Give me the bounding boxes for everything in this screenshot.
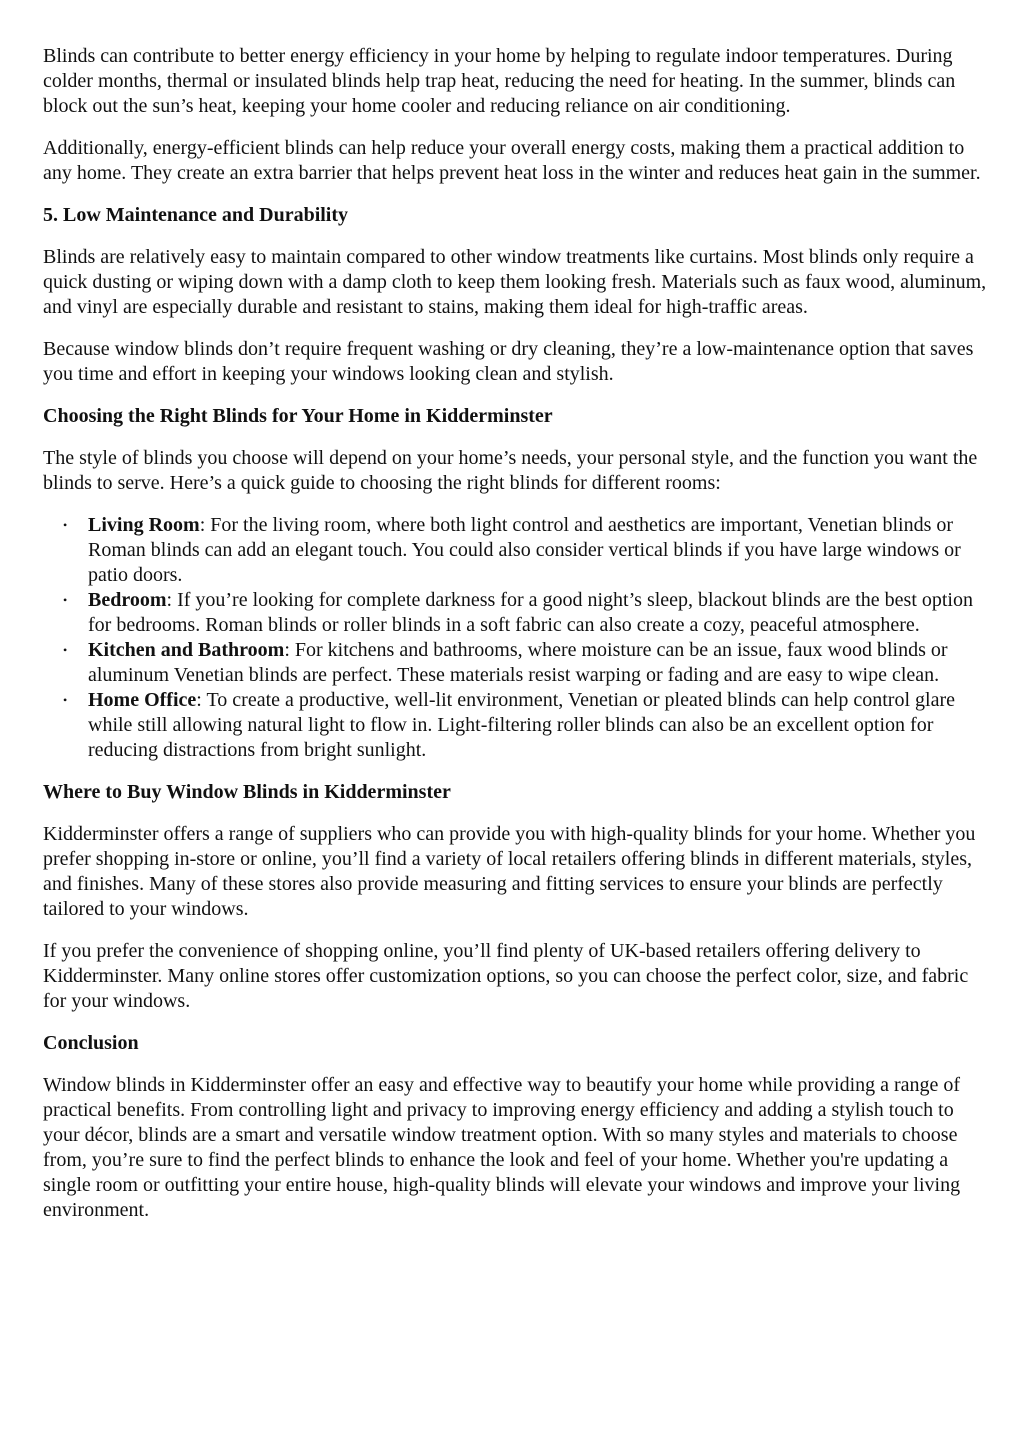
- list-item-bedroom: [63, 588, 988, 638]
- paragraph-maintenance: Blinds are relatively easy to maintain compared to other window treatments like curtains. Most blinds only require a quick dusting or wiping down with a damp cloth to keep them looking fresh. Materials such as faux wood, aluminum, and vinyl are especially durable and resistant to stains, making them ideal for high-traffic areas.: [43, 246, 987, 318]
- list-item-text: : For kitchens and bathrooms, where moisture can be an issue, faux wood blinds or aluminum Venetian blinds are perfect. These materials resist warping or fading and are easy to wipe clean.: [88, 639, 948, 686]
- paragraph-local-suppliers: Kidderminster offers a range of suppliers who can provide you with high-quality blinds for your home. Whether you prefer shopping in-store or online, you’ll find a variety of local retailers offering blinds in different materials, styles, and finishes. Many of these stores also provide measuring and fitting services to ensure your blinds are perfectly tailored to your windows.: [43, 823, 976, 920]
- bullet-icon: •: [63, 693, 68, 707]
- paragraph-online-shopping: If you prefer the convenience of shopping online, you’ll find plenty of UK-based retailers offering delivery to Kidderminster. Many online stores offer customization options, so you can choose the perfect color, size, and fabric for your windows.: [43, 940, 969, 1012]
- list-item-term: Kitchen and Bathroom: [88, 639, 285, 661]
- list-item-term: Bedroom: [88, 589, 167, 611]
- document-page: [43, 44, 988, 1240]
- paragraph-low-maintenance-option: Because window blinds don’t require frequent washing or dry cleaning, they’re a low-maintenance option that saves you time and effort in keeping your windows looking clean and stylish.: [43, 338, 974, 385]
- list-item-kitchen-bathroom: [63, 638, 988, 688]
- heading-conclusion: Conclusion: [43, 1032, 139, 1054]
- list-item-term: Living Room: [88, 514, 200, 536]
- list-item-home-office: [63, 688, 988, 763]
- bullet-icon: •: [63, 593, 68, 607]
- heading-low-maintenance: 5. Low Maintenance and Durability: [43, 204, 349, 226]
- paragraph-conclusion: Window blinds in Kidderminster offer an easy and effective way to beautify your home while providing a range of practical benefits. From controlling light and privacy to improving energy efficiency and adding a stylish touch to your décor, blinds are a smart and versatile window treatment option. With so many styles and materials to choose from, you’re sure to find the perfect blinds to enhance the look and feel of your home. Whether you're updating a single room or outfitting your entire house, high-quality blinds will elevate your windows and improve your living environment.: [43, 1074, 961, 1221]
- heading-choosing-blinds: Choosing the Right Blinds for Your Home in Kidderminster: [43, 405, 553, 427]
- list-item-term: Home Office: [88, 689, 197, 711]
- list-item-living-room: [63, 513, 988, 588]
- room-guide-list: [43, 513, 988, 763]
- paragraph-choosing-intro: The style of blinds you choose will depend on your home’s needs, your personal style, and the function you want the blinds to serve. Here’s a quick guide to choosing the right blinds for different rooms:: [43, 447, 978, 494]
- paragraph-energy-costs: Additionally, energy-efficient blinds can help reduce your overall energy costs, making them a practical addition to any home. They create an extra barrier that helps prevent heat loss in the winter and reduces heat gain in the summer.: [43, 137, 981, 184]
- list-item-text: : If you’re looking for complete darkness for a good night’s sleep, blackout blinds are the best option for bedrooms. Roman blinds or roller blinds in a soft fabric can also create a cozy, peaceful atmosphere.: [88, 589, 973, 636]
- list-item-text: : For the living room, where both light control and aesthetics are important, Venetian blinds or Roman blinds can add an elegant touch. You could also consider vertical blinds if you have large windows or patio doors.: [88, 514, 961, 586]
- paragraph-energy-efficiency: Blinds can contribute to better energy efficiency in your home by helping to regulate indoor temperatures. During colder months, thermal or insulated blinds help trap heat, reducing the need for heating. In the summer, blinds can block out the sun’s heat, keeping your home cooler and reducing reliance on air conditioning.: [43, 45, 956, 117]
- bullet-icon: •: [63, 518, 68, 532]
- heading-where-to-buy: Where to Buy Window Blinds in Kidderminster: [43, 781, 451, 803]
- list-item-text: : To create a productive, well-lit environment, Venetian or pleated blinds can help control glare while still allowing natural light to flow in. Light-filtering roller blinds can also be an excellent option for reducing distractions from bright sunlight.: [88, 689, 955, 761]
- bullet-icon: •: [63, 643, 68, 657]
